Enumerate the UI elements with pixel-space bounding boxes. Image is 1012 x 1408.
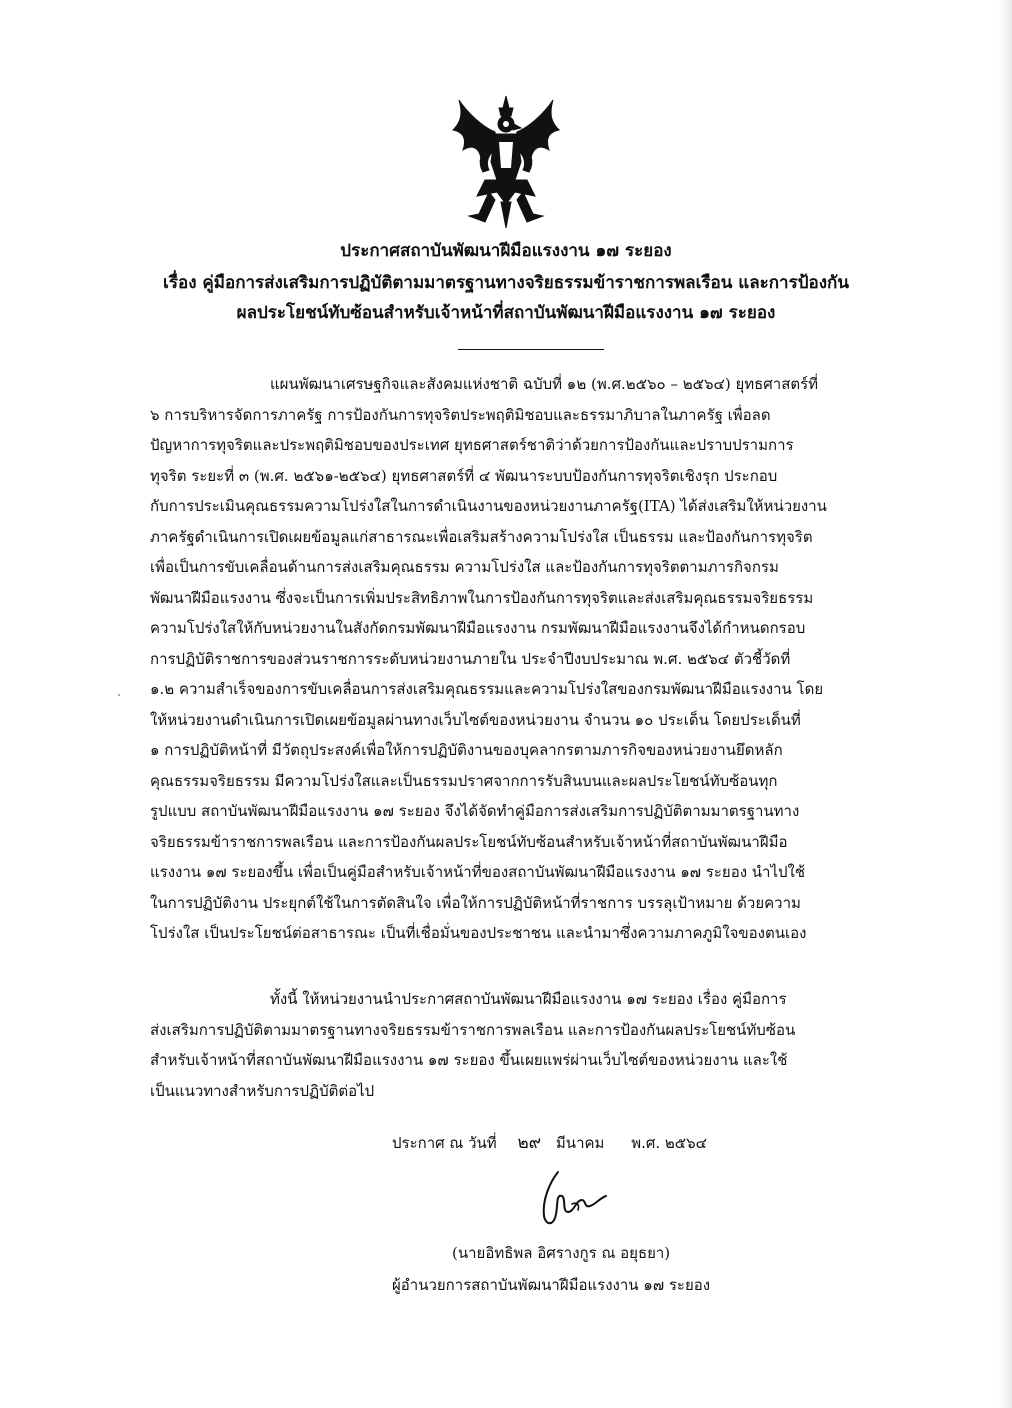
handwritten-signature (528, 1166, 610, 1230)
paragraph-line: ๑ การปฏิบัติหน้าที่ มีวัตถุประสงค์เพื่อให้การปฏิบัติงานของบุคลากรตามภารกิจของหน่วยงานยึดหลัก (150, 741, 783, 759)
date-month: มีนาคม (555, 1134, 605, 1152)
date-prefix: ประกาศ ณ วันที่ (392, 1134, 497, 1152)
announcement-title: ประกาศสถาบันพัฒนาฝีมือแรงงาน ๑๗ ระยอง (340, 241, 672, 261)
date-year: พ.ศ. ๒๕๖๔ (631, 1134, 708, 1152)
paragraph-line: แผนพัฒนาเศรษฐกิจและสังคมแห่งชาติ ฉบับที่ ๑๒ (พ.ศ.๒๕๖๐ – ๒๕๖๔) ยุทธศาสตร์ที่ (270, 375, 819, 393)
paragraph-line: คุณธรรมจริยธรรม มีความโปร่งใสและเป็นธรรมปราศจากการรับสินบนและผลประโยชน์ทับซ้อนทุก (150, 771, 778, 790)
paragraph-line: กับการประเมินคุณธรรมความโปร่งใสในการดำเนินงานของหน่วยงานภาครัฐ(ITA) ได้ส่งเสริมให้หน่วยงาน (150, 497, 827, 515)
title-divider (458, 349, 604, 350)
body-paragraph-2 (150, 984, 920, 1106)
scan-speck (118, 694, 120, 696)
paragraph-line: ให้หน่วยงานดำเนินการเปิดเผยข้อมูลผ่านทางเว็บไซต์ของหน่วยงาน จำนวน ๑๐ ประเด็น โดยประเด็นที่ (150, 710, 801, 729)
paragraph-line: ทั้งนี้ ให้หน่วยงานนำประกาศสถาบันพัฒนาฝีมือแรงงาน ๑๗ ระยอง เรื่อง คู่มือการ (270, 990, 787, 1008)
paragraph-line: ปัญหาการทุจริตและประพฤติมิชอบของประเทศ ยุทธศาสตร์ชาติว่าด้วยการป้องกันและปราบปรามการ (150, 436, 794, 454)
body-paragraph-1 (150, 369, 920, 949)
signatory-position: ผู้อำนวยการสถาบันพัฒนาฝีมือแรงงาน ๑๗ ระยอง (392, 1276, 711, 1294)
page-edge-shadow (998, 0, 1012, 1408)
subject-line-1: เรื่อง คู่มือการส่งเสริมการปฏิบัติตามมาตรฐานทางจริยธรรมข้าราชการพลเรือน และการป้องกัน (163, 273, 849, 293)
paragraph-line: พัฒนาฝีมือแรงงาน ซึ่งจะเป็นการเพิ่มประสิทธิภาพในการป้องกันการทุจริตและส่งเสริมคุณธรรมจริยธรรม (150, 588, 814, 607)
garuda-emblem-icon (445, 92, 567, 232)
signatory-name: (นายอิทธิพล อิศรางกูร ณ อยุธยา) (452, 1244, 671, 1262)
paragraph-line: ภาครัฐดำเนินการเปิดเผยข้อมูลแก่สาธารณะเพื่อเสริมสร้างความโปร่งใส เป็นธรรม และป้องกันการทุจริต (150, 527, 813, 546)
paragraph-line: ส่งเสริมการปฏิบัติตามมาตรฐานทางจริยธรรมข้าราชการพลเรือน และการป้องกันผลประโยชน์ทับซ้อน (150, 1020, 796, 1039)
paragraph-line: ๖ การบริหารจัดการภาครัฐ การป้องกันการทุจริตประพฤติมิชอบและธรรมาภิบาลในภาครัฐ เพื่อลด (150, 405, 771, 424)
announcement-date (392, 1128, 707, 1158)
paragraph-line: จริยธรรมข้าราชการพลเรือน และการป้องกันผลประโยชน์ทับซ้อนสำหรับเจ้าหน้าที่สถาบันพัฒนาฝีมือ (150, 832, 788, 851)
paragraph-line: ความโปร่งใสให้กับหน่วยงานในสังกัดกรมพัฒนาฝีมือแรงงาน กรมพัฒนาฝีมือแรงงานจึงได้กำหนดกรอบ (150, 619, 806, 637)
subject-line-2: ผลประโยชน์ทับซ้อนสำหรับเจ้าหน้าที่สถาบันพัฒนาฝีมือแรงงาน ๑๗ ระยอง (236, 303, 776, 323)
date-day: ๒๙ (517, 1133, 542, 1153)
paragraph-line: ทุจริต ระยะที่ ๓ (พ.ศ. ๒๕๖๑-๒๕๖๔) ยุทธศาสตร์ที่ ๔ พัฒนาระบบป้องกันการทุจริตเชิงรุก ประกอบ (150, 466, 778, 485)
paragraph-line: สำหรับเจ้าหน้าที่สถาบันพัฒนาฝีมือแรงงาน ๑๗ ระยอง ขึ้นเผยแพร่ผ่านเว็บไซต์ของหน่วยงาน และใช้ (150, 1051, 788, 1069)
paragraph-line: โปร่งใส เป็นประโยชน์ต่อสาธารณะ เป็นที่เชื่อมั่นของประชาชน และนำมาซึ่งความภาคภูมิใจของตนเอง (150, 924, 807, 942)
paragraph-line: รูปแบบ สถาบันพัฒนาฝีมือแรงงาน ๑๗ ระยอง จึงได้จัดทำคู่มือการส่งเสริมการปฏิบัติตามมาตรฐานทาง (150, 802, 800, 820)
paragraph-line: ในการปฏิบัติงาน ประยุกต์ใช้ในการตัดสินใจ เพื่อให้การปฏิบัติหน้าที่ราชการ บรรลุเป้าหมาย ด้วยความ (150, 893, 801, 912)
paragraph-line: ๑.๒ ความสำเร็จของการขับเคลื่อนการส่งเสริมคุณธรรมและความโปร่งใสของกรมพัฒนาฝีมือแรงงาน โดย (150, 680, 824, 698)
paragraph-line: เพื่อเป็นการขับเคลื่อนด้านการส่งเสริมคุณธรรม ความโปร่งใส และป้องกันการทุจริตตามภารกิจกรม (150, 558, 779, 576)
paragraph-line: การปฏิบัติราชการของส่วนราชการระดับหน่วยงานภายใน ประจำปีงบประมาณ พ.ศ. ๒๕๖๔ ตัวชี้วัดที่ (150, 649, 791, 668)
paragraph-line: เป็นแนวทางสำหรับการปฏิบัติต่อไป (150, 1081, 375, 1100)
paragraph-line: แรงงาน ๑๗ ระยองขึ้น เพื่อเป็นคู่มือสำหรับเจ้าหน้าที่ของสถาบันพัฒนาฝีมือแรงงาน ๑๗ ระยอง นำไปใช้ (150, 863, 806, 881)
